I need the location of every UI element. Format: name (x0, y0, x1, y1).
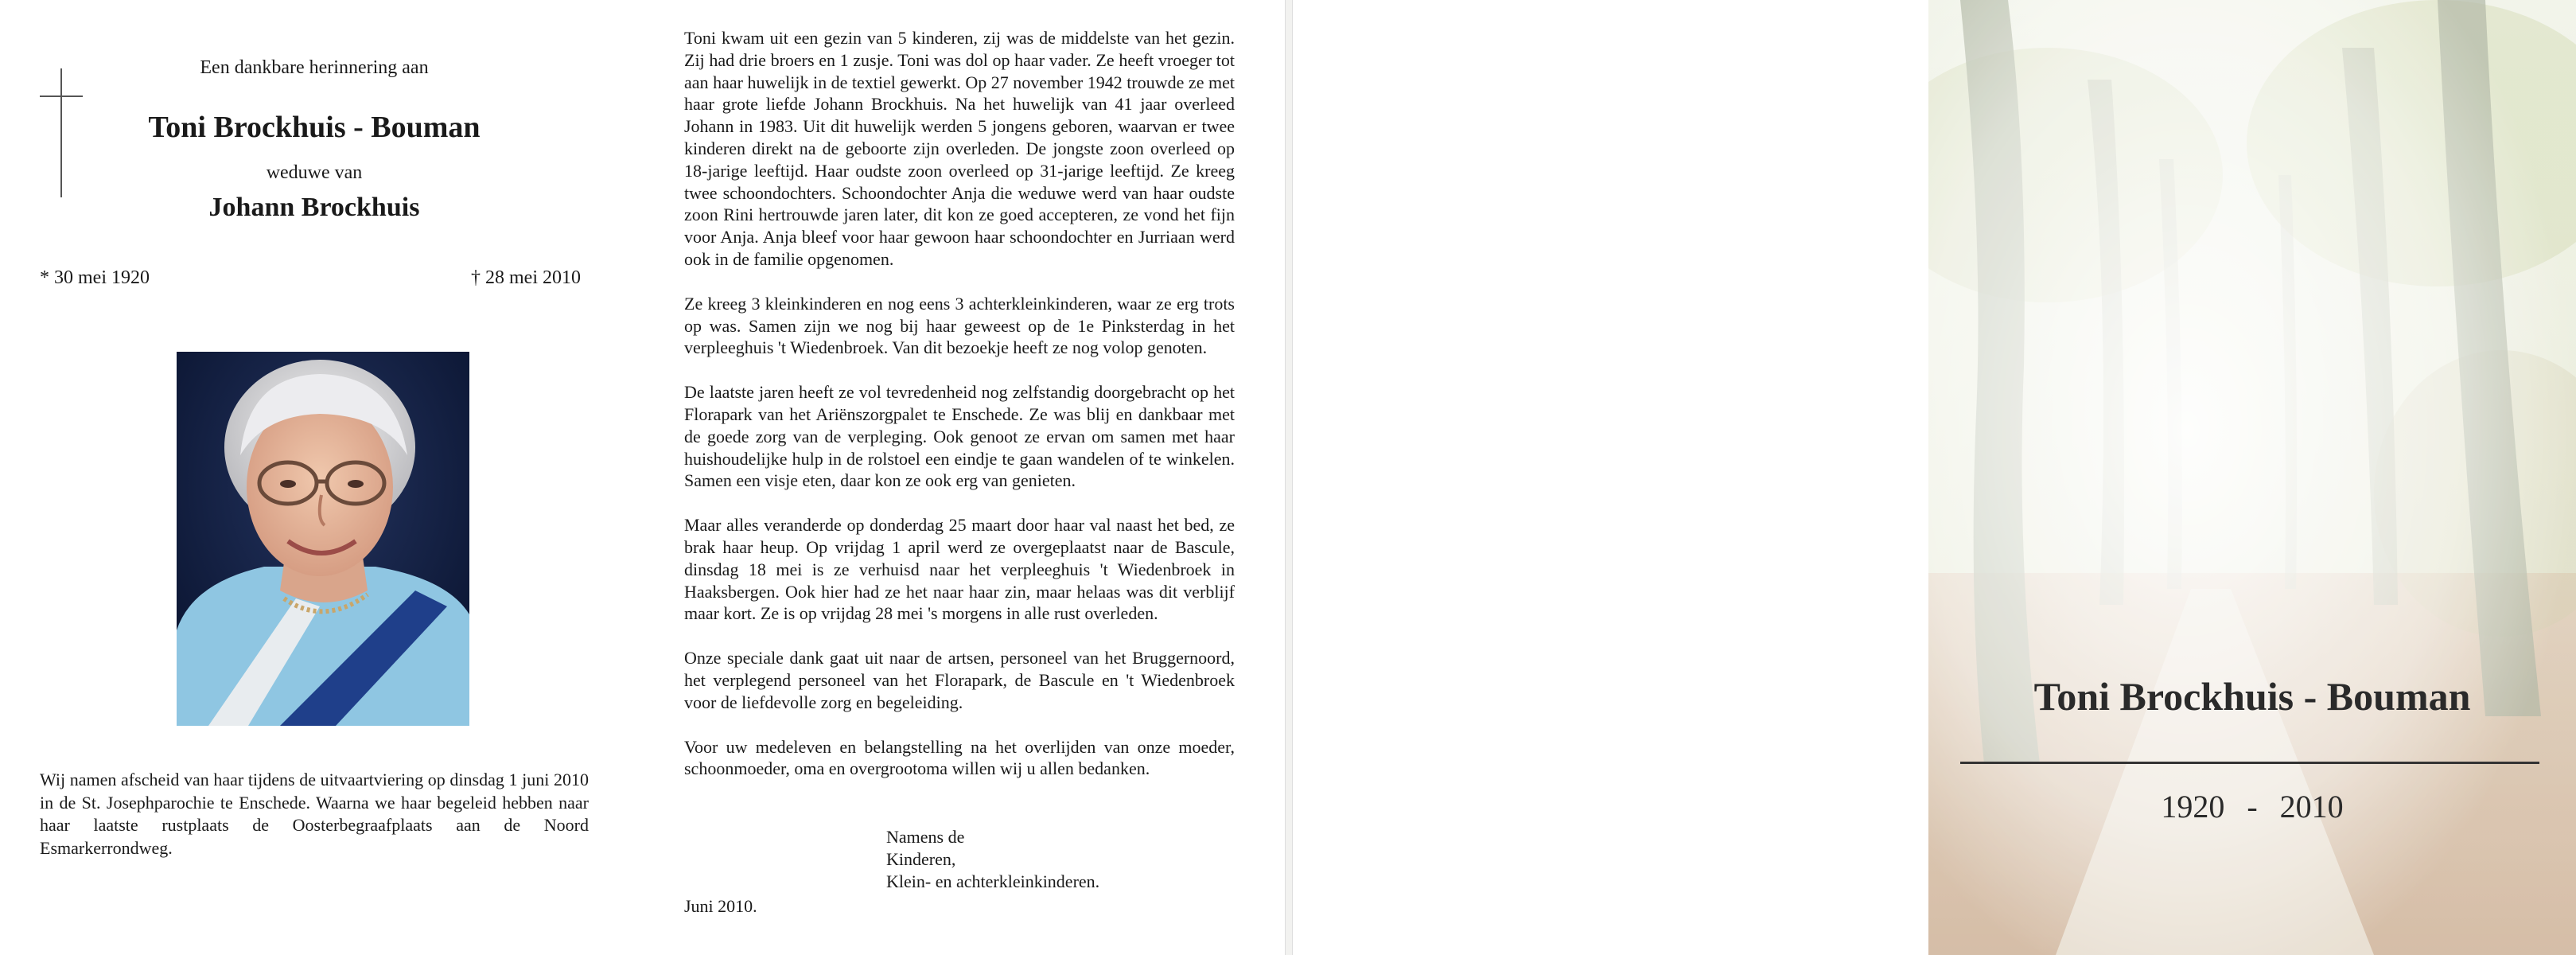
cover-years (1928, 788, 2576, 825)
signoff-line: Klein- en achterkleinkinderen. (886, 871, 1100, 891)
cross-icon-vertical (60, 68, 62, 197)
cover-year-start: 1920 (2161, 789, 2225, 824)
signoff-line: Kinderen, (886, 848, 956, 869)
story-paragraph: Toni kwam uit een gezin van 5 kinderen, zij was de middelste van het gezin. Zij had drie broers en 1 zusje. Toni was dol op haar vader. Ze heeft vroeger tot aan haar huwelijk in de textiel gewerkt. Op 27 november 1942 trouwde ze met haar grote liefde Johann Brockhuis. Na het huwelijk van 41 jaar overleed Johann in 1983. Uit dit huwelijk werden 5 jongens geboren, waarvan er twee kinderen direkt na de geboorte zijn overleden. De jongste zoon overleed op 18-jarige leeftijd. Haar oudste zoon overleed op 31-jarige leeftijd. Ze kreeg twee schoondochters. Schoondochter Anja die weduwe werd van haar oudste zoon Rini hertrouwde jaren later, dit kon ze goed accepteren, ze vond het fijn voor Anja. Anja bleef voor haar gewoon haar schoondochter en Jurriaan werd ook in de familie opgenomen. (684, 28, 1235, 269)
death-date: † 28 mei 2010 (471, 267, 581, 288)
story-paragraph: Voor uw medeleven en belangstelling na het overlijden van onze moeder, schoonmoeder, oma en overgrootoma willen wij u allen bedanken. (684, 736, 1235, 779)
closing-date: Juni 2010. (684, 896, 757, 916)
inner-spread (0, 0, 1286, 955)
signoff-line: Namens de (886, 827, 965, 847)
story-paragraph: De laatste jaren heeft ze vol tevredenheid nog zelfstandig doorgebracht op het Florapark van het Ariënszorgpalet te Enschede. Ze was blij en dankbaar met de goede zorg van de verpleging. Ook genoot ze ervan om samen met haar huishoudelijke hulp in de rolstoel een eindje te gaan wandelen of te winkelen. Samen een visje eten, daar kon ze ook erg van genieten. (684, 382, 1235, 491)
farewell-text: Wij namen afscheid van haar tijdens de uitvaartviering op dinsdag 1 juni 2010 in de St. Josephparochie te Enschede. Waarna we haar begeleid hebben naar haar laatste rustplaats de Oosterbegraafplaats aan de Noord Esmarkerrondweg. (40, 770, 589, 858)
deceased-name: Toni Brockhuis - Bouman (148, 111, 481, 144)
cover-year-end: 2010 (2279, 789, 2344, 824)
cover-divider (1960, 762, 2539, 764)
cover-title: Toni Brockhuis - Bouman (2033, 674, 2471, 719)
story-paragraph: Maar alles veranderde op donderdag 25 maart door haar val naast het bed, ze brak haar heup. Op vrijdag 1 april werd ze overgeplaatst naar de Bascule, dinsdag 18 mei is ze verhuisd naar het verpleeghuis 't Wiedenbroek in Haaksbergen. Ook hier had ze het naar haar zin, maar helaas was dit verblijf maar kort. Ze is op vrijdag 28 mei 's morgens in alle rust overleden. (684, 515, 1235, 624)
story-paragraph: Ze kreeg 3 kleinkinderen en nog eens 3 achterkleinkinderen, waar ze erg trots op was. Samen zijn we nog bij haar geweest op de 1e Pinksterdag in het verpleeghuis 't Wiedenbroek. Van dit bezoekje heeft ze nog volop genoten. (684, 293, 1235, 358)
portrait-photo (177, 352, 469, 726)
cross-icon-horizontal (40, 96, 83, 97)
birth-date: * 30 mei 1920 (40, 267, 150, 288)
husband-name: Johann Brockhuis (208, 193, 420, 222)
widow-of-label: weduwe van (266, 162, 363, 183)
life-story (684, 27, 1235, 802)
story-paragraph: Onze speciale dank gaat uit naar de artsen, personeel van het Bruggernoord, het verplegend personeel van het Florapark, de Bascule en 't Wiedenbroek voor de liefdevolle zorg en begeleiding. (684, 648, 1235, 712)
signoff (886, 826, 1099, 892)
memorial-intro: Een dankbare herinnering aan (200, 57, 429, 78)
cover-year-separator: - (2247, 789, 2258, 824)
